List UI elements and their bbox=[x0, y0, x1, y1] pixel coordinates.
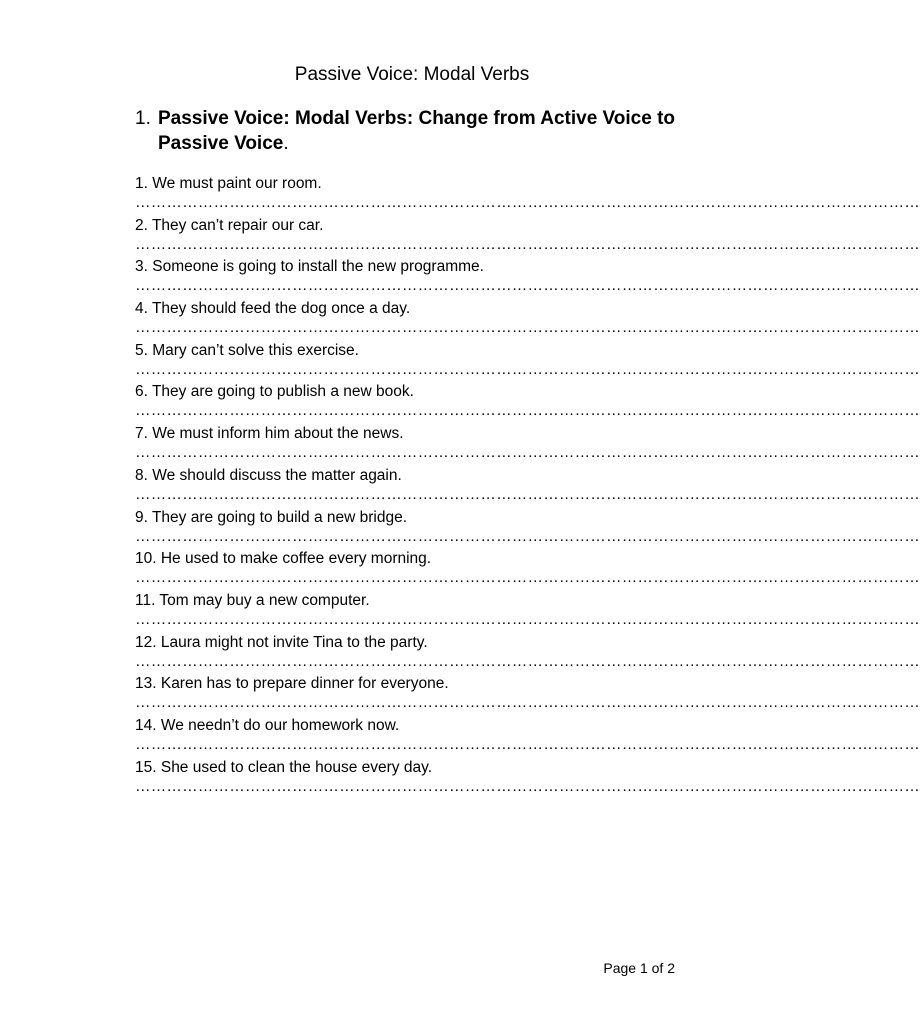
instruction-bold-text: Passive Voice: Modal Verbs: Change from Active Voice to Passive Voice bbox=[158, 108, 676, 154]
exercise-list bbox=[135, 174, 920, 799]
exercise-item bbox=[135, 591, 920, 633]
answer-line[interactable]: …………………………………………………………………………………………………………………………………… bbox=[135, 444, 920, 462]
exercise-item bbox=[135, 424, 920, 466]
exercise-sentence: 11. Tom may buy a new computer. bbox=[135, 591, 370, 609]
answer-line[interactable]: …………………………………………………………………………………………………………………………………… bbox=[135, 194, 920, 211]
answer-line[interactable]: …………………………………………………………………………………………………………………………………… bbox=[135, 360, 920, 378]
answer-line[interactable]: …………………………………………………………………………………………………………………………………… bbox=[135, 277, 920, 295]
exercise-sentence: 5. Mary can’t solve this exercise. bbox=[135, 341, 359, 359]
exercise-item bbox=[135, 716, 920, 758]
exercise-item bbox=[135, 382, 920, 424]
answer-line[interactable]: …………………………………………………………………………………………………………………………………… bbox=[135, 235, 920, 253]
answer-line[interactable]: …………………………………………………………………………………………………………………………………… bbox=[135, 610, 920, 628]
answer-line[interactable]: …………………………………………………………………………………………………………………………………… bbox=[135, 402, 920, 420]
exercise-item bbox=[135, 758, 920, 800]
exercise-sentence: 12. Laura might not invite Tina to the party. bbox=[135, 633, 428, 651]
instruction-trailing: . bbox=[283, 133, 289, 154]
exercise-item bbox=[135, 674, 920, 716]
exercise-sentence: 14. We needn’t do our homework now. bbox=[135, 716, 400, 734]
exercise-sentence: 10. He used to make coffee every morning. bbox=[135, 550, 432, 568]
exercise-item bbox=[135, 299, 920, 341]
exercise-sentence: 4. They should feed the dog once a day. bbox=[135, 300, 411, 318]
exercise-sentence: 15. She used to clean the house every day. bbox=[135, 758, 432, 776]
exercise-sentence: 1. We must paint our room. bbox=[135, 175, 322, 192]
exercise-sentence: 2. They can’t repair our car. bbox=[135, 216, 324, 234]
answer-line[interactable]: …………………………………………………………………………………………………………………………………… bbox=[135, 527, 920, 545]
exercise-sentence: 9. They are going to build a new bridge. bbox=[135, 508, 408, 526]
instruction-number: 1. bbox=[135, 108, 151, 129]
answer-line[interactable]: …………………………………………………………………………………………………………………………………… bbox=[135, 777, 920, 795]
exercise-instruction bbox=[135, 106, 695, 156]
answer-line[interactable]: …………………………………………………………………………………………………………………………………… bbox=[135, 735, 920, 753]
answer-line[interactable]: …………………………………………………………………………………………………………………………………… bbox=[135, 485, 920, 503]
exercise-sentence: 13. Karen has to prepare dinner for everyone. bbox=[135, 675, 449, 693]
exercise-item bbox=[135, 257, 920, 299]
page-number: Page 1 of 2 bbox=[603, 960, 675, 976]
exercise-item bbox=[135, 508, 920, 550]
exercise-item bbox=[135, 216, 920, 258]
answer-line[interactable]: …………………………………………………………………………………………………………………………………… bbox=[135, 694, 920, 712]
exercise-item bbox=[135, 466, 920, 508]
instruction-text bbox=[158, 106, 695, 156]
exercise-item bbox=[135, 633, 920, 675]
exercise-sentence: 7. We must inform him about the news. bbox=[135, 425, 404, 443]
answer-line[interactable]: …………………………………………………………………………………………………………………………………… bbox=[135, 652, 920, 670]
exercise-sentence: 3. Someone is going to install the new programme. bbox=[135, 258, 484, 276]
exercise-item bbox=[135, 174, 920, 216]
exercise-item bbox=[135, 549, 920, 591]
answer-line[interactable]: …………………………………………………………………………………………………………………………………… bbox=[135, 569, 920, 587]
exercise-sentence: 6. They are going to publish a new book. bbox=[135, 383, 414, 401]
page-title: Passive Voice: Modal Verbs bbox=[294, 64, 530, 85]
answer-line[interactable]: …………………………………………………………………………………………………………………………………… bbox=[135, 319, 920, 337]
exercise-sentence: 8. We should discuss the matter again. bbox=[135, 466, 402, 484]
exercise-item bbox=[135, 341, 920, 383]
